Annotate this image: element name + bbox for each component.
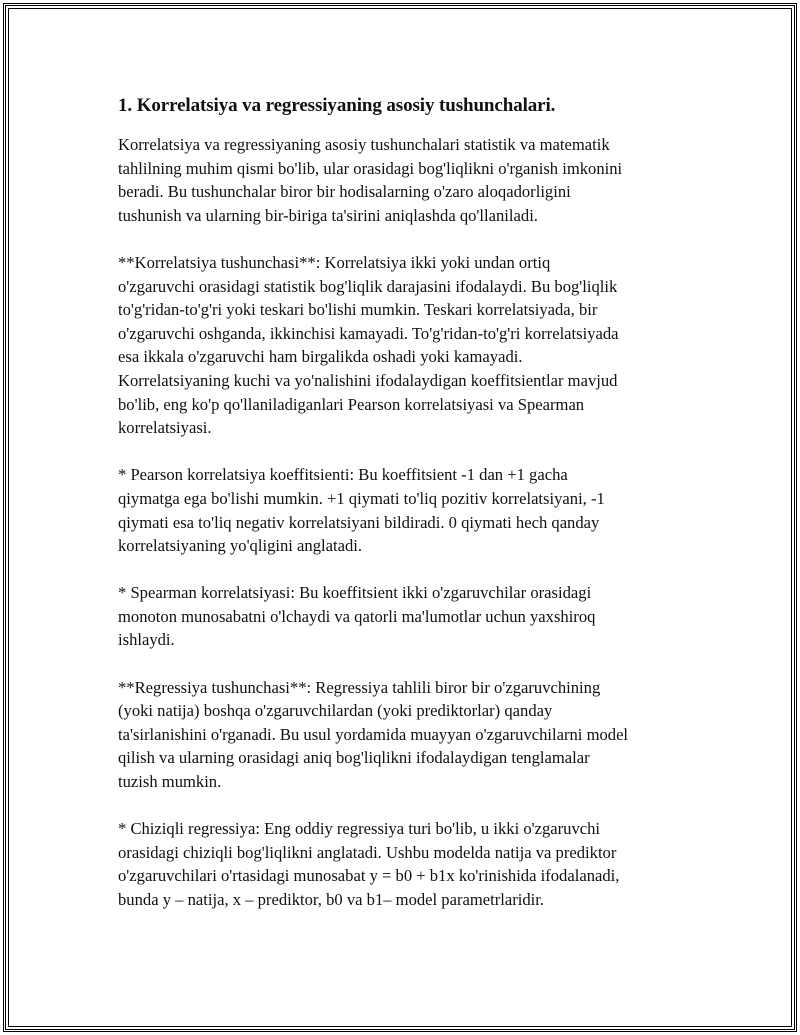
paragraph-linear-regression: * Chiziqli regressiya: Eng oddiy regressiya turi bo'lib, u ikki o'zgaruvchi orasidagi chiziqli bog'liqlikni anglatadi. Ushbu modelda natija va prediktor o'zgaruvchilari o'rtasidagi munosabat y = b0 + b1x ko'rinishida ifodalanadi, bunda y – natija, x – prediktor, b0 va b1– model parametrlaridir. — [118, 819, 620, 909]
paragraph-intro: Korrelatsiya va regressiyaning asosiy tushunchalari statistik va matematik tahlilning muhim qismi bo'lib, ular orasidagi bog'liqlikni o'rganish imkonini beradi. Bu tushunchalar biror bir hodisalarning o'zaro aloqadorligini tushunish va ularning bir-biriga ta'sirini aniqlashda qo'llaniladi. — [118, 135, 623, 225]
document-body — [118, 93, 698, 935]
paragraph-spearman: * Spearman korrelatsiyasi: Bu koeffitsient ikki o'zgaruvchilar orasidagi monoton munosabatni o'lchaydi va qatorli ma'lumotlar uchun yaxshiroq ishlaydi. — [118, 583, 596, 650]
paragraph-correlation-concept: **Korrelatsiya tushunchasi**: Korrelatsiya ikki yoki undan ortiq o'zgaruvchi orasidagi statistik bog'liqlik darajasini ifodalaydi. Bu bog'liqlik to'g'ridan-to'g'ri yoki teskari bo'lishi mumkin. Teskari korrelatsiyada, bir o'zgaruvchi oshganda, ikkinchisi kamayadi. To'g'ridan-to'g'ri korrelatsiyada esa ikkala o'zgaruvchi ham birgalikda oshadi yoki kamayadi. Korrelatsiyaning kuchi va yo'nalishini ifodalaydigan koeffitsientlar mavjud bo'lib, eng ko'p qo'llaniladiganlari Pearson korrelatsiyasi va Spearman korrelatsiyasi. — [118, 252, 619, 438]
section-heading: 1. Korrelatsiya va regressiyaning asosiy tushunchalari. — [118, 95, 556, 116]
paragraph-pearson: * Pearson korrelatsiya koeffitsienti: Bu koeffitsient -1 dan +1 gacha qiymatga ega bo'lishi mumkin. +1 qiymati to'liq pozitiv korrelatsiyani, -1 qiymati esa to'liq negativ korrelatsiyani bildiradi. 0 qiymati hech qanday korrelatsiyaning yo'qligini anglatadi. — [118, 465, 605, 556]
paragraph-regression-concept: **Regressiya tushunchasi**: Regressiya tahlili biror bir o'zgaruvchining (yoki natija) boshqa o'zgaruvchilardan (yoki prediktorlar) qanday ta'sirlanishini o'rganadi. Bu usul yordamida muayyan o'zgaruvchilarni model qilish va ularning orasidagi aniq bog'liqlikni ifodalaydigan tenglamalar tuzish mumkin. — [118, 677, 629, 792]
